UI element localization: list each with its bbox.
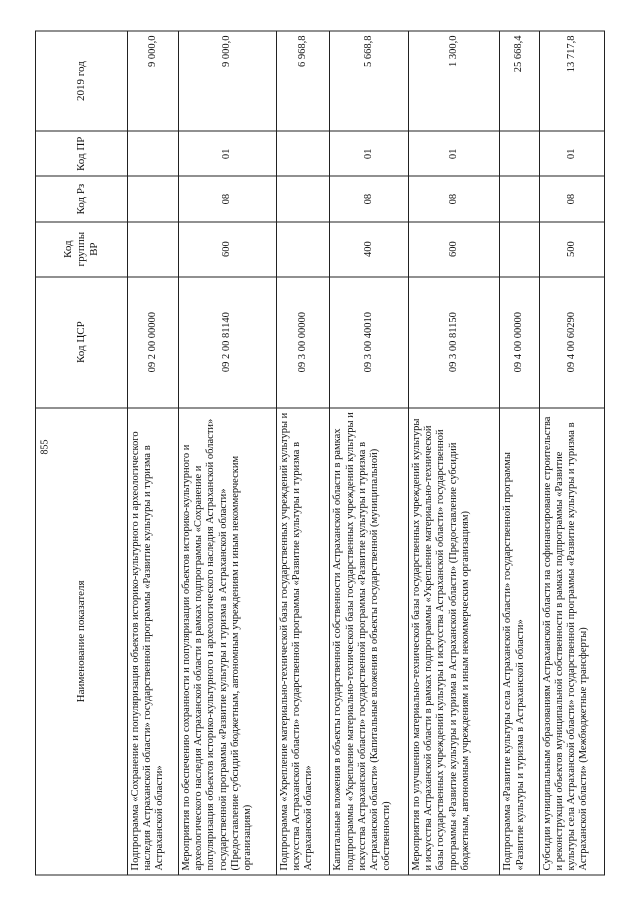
- pr-code-cell: 01: [408, 131, 500, 176]
- header-indicator-name: Наименование показателя: [35, 407, 127, 874]
- header-pr-code: Код ПР: [35, 131, 127, 176]
- vr-code-cell: [276, 221, 329, 276]
- amount-cell: 1 300,0: [408, 31, 500, 131]
- budget-table: [35, 30, 605, 875]
- indicator-name-cell: Капитальные вложения в объекты государственной собственности Астраханской области в рамках подпрограммы «Укрепление материально-технической базы государственных учреждений культуры и искусства Астраханской области» государственной программы «Развитие культуры и туризма в Астраханской области» (Капитальные вложения в объекты государственной (муниципальной) собственности): [329, 407, 407, 874]
- rz-code-cell: [499, 176, 538, 221]
- header-rz-code: Код Рз: [35, 176, 127, 221]
- pr-code-cell: [276, 131, 329, 176]
- vr-code-cell: 500: [539, 221, 604, 276]
- indicator-name-cell: Подпрограмма «Сохранение и популяризация объектов историко-культурного и археологического наследия Астраханской области» государственной программы «Развитие культуры и туризма в Астраханской области»: [127, 407, 178, 874]
- pr-code-cell: 01: [329, 131, 407, 176]
- rz-code-cell: 08: [178, 176, 276, 221]
- vr-code-cell: [127, 221, 178, 276]
- csr-code-cell: 09 4 00 60290: [539, 276, 604, 407]
- table-row: [408, 31, 500, 875]
- table-row: [329, 31, 407, 875]
- amount-cell: 9 000,0: [127, 31, 178, 131]
- page-number: 855: [39, 439, 51, 455]
- table-row: [276, 31, 329, 875]
- pr-code-cell: [499, 131, 538, 176]
- rz-code-cell: 08: [539, 176, 604, 221]
- indicator-name-cell: Субсидии муниципальным образованиям Астраханской области на софинансирование строительства и реконструкции объектов муниципальной собственности в рамках подпрограммы «Развитие культуры села Астраханской области» государственной программы «Развитие культуры и туризма в Астраханской области» (Межбюджетные трансферты): [539, 407, 604, 874]
- csr-code-cell: 09 4 00 00000: [499, 276, 538, 407]
- pr-code-cell: 01: [178, 131, 276, 176]
- csr-code-cell: 09 3 00 81150: [408, 276, 500, 407]
- csr-code-cell: 09 3 00 40010: [329, 276, 407, 407]
- amount-cell: 25 668,4: [499, 31, 538, 131]
- amount-cell: 6 968,8: [276, 31, 329, 131]
- amount-cell: 13 717,8: [539, 31, 604, 131]
- header-csr-code: Код ЦСР: [35, 276, 127, 407]
- table-row: [178, 31, 276, 875]
- vr-code-cell: [499, 221, 538, 276]
- csr-code-cell: 09 3 00 00000: [276, 276, 329, 407]
- rz-code-cell: [276, 176, 329, 221]
- indicator-name-cell: Мероприятия по обеспечению сохранности и популяризации объектов историко-культурного и археологического наследия Астраханской области в рамках подпрограммы «Сохранение и популяризация объектов историко-культурного и археологического наследия Астраханской области» государственной программы «Развитие культуры и туризма в Астраханской области» (Предоставление субсидий бюджетным, автономным учреждениям и иным некоммерческим организациям): [178, 407, 276, 874]
- table-header-row: [35, 31, 127, 875]
- table-row: [499, 31, 538, 875]
- header-year-2019: 2019 год: [35, 31, 127, 131]
- table-row: [539, 31, 604, 875]
- header-vr-group-code: Код группы ВР: [35, 221, 127, 276]
- vr-code-cell: 400: [329, 221, 407, 276]
- rotated-page-content: [35, 30, 605, 875]
- amount-cell: 5 668,8: [329, 31, 407, 131]
- vr-code-cell: 600: [408, 221, 500, 276]
- table-row: [127, 31, 178, 875]
- pr-code-cell: [127, 131, 178, 176]
- csr-code-cell: 09 2 00 81140: [178, 276, 276, 407]
- indicator-name-cell: Подпрограмма «Укрепление материально-технической базы государственных учреждений культуры и искусства Астраханской области» государственной программы «Развитие культуры и туризма в Астраханской области»: [276, 407, 329, 874]
- indicator-name-cell: Мероприятия по улучшению материально-технической базы государственных учреждений культуры и искусства Астраханской области в рамках подпрограммы «Укрепление материально-технической базы государственных учреждений культуры и искусства Астраханской области» государственной программы «Развитие культуры и туризма в Астраханской области» (Предоставление субсидий бюджетным, автономным учреждениям и иным некоммерческим организациям): [408, 407, 500, 874]
- pr-code-cell: 01: [539, 131, 604, 176]
- rz-code-cell: [127, 176, 178, 221]
- indicator-name-cell: Подпрограмма «Развитие культуры села Астраханской области» государственной программы «Развитие культуры и туризма в Астраханской области»: [499, 407, 538, 874]
- amount-cell: 9 000,0: [178, 31, 276, 131]
- rz-code-cell: 08: [408, 176, 500, 221]
- rz-code-cell: 08: [329, 176, 407, 221]
- vr-code-cell: 600: [178, 221, 276, 276]
- csr-code-cell: 09 2 00 00000: [127, 276, 178, 407]
